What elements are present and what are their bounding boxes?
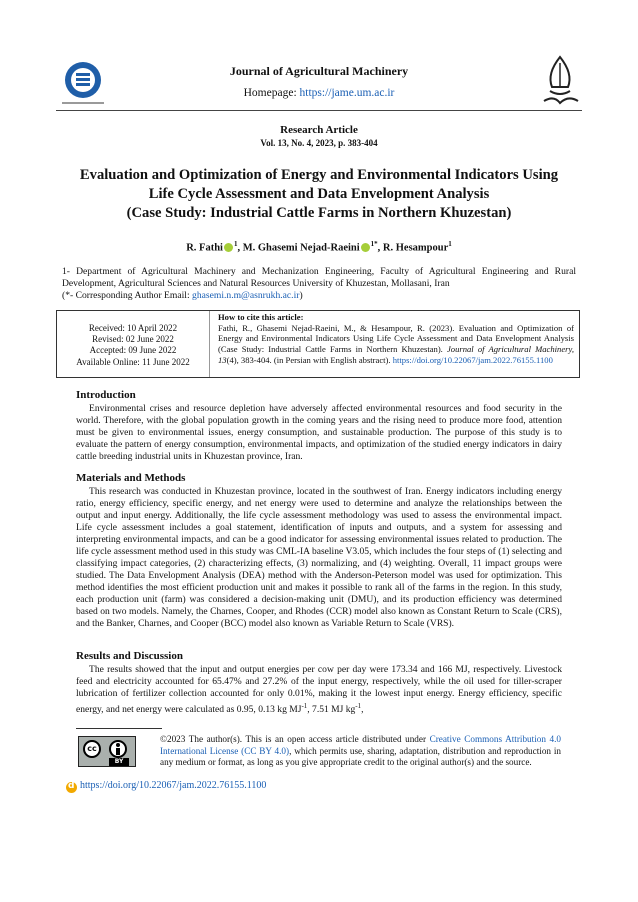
introduction-paragraph: Environmental crises and resource depletion have adversely affected environmental resources and food security in the world. Therefore, with the global population growth in the coming years and the rising need to produce more food, attention must be given to environmental issues, energy consumption, and sustainable production. The purpose of this study is to evaluate the pattern of energy consumption, environmental impacts, and optimization of the studied energy indicators in dairy cattle breeding industrial units in Khuzestan province, Iran. [76,403,562,462]
corresponding-email-link[interactable]: ghasemi.n.m@asnrukh.ac.ir [192,290,300,301]
results-text-3: , [361,704,364,716]
title-line-3: (Case Study: Industrial Cattle Farms in Northern Khuzestan) [126,205,512,221]
footer-doi-link[interactable]: https://doi.org/10.22067/jam.2022.76155.1100 [80,780,267,791]
citation-text: Fathi, R., Ghasemi Nejad-Raeini, M., & Hesampour, R. (2023). Evaluation and Optimization of Energy and Environmental Indicators Using Life Cycle Assessment and Data Envelopment Analysis (Case Study: Industrial Cattle Farms in Northern Khuzestan). [218,322,574,355]
date-received: Received: 10 April 2022 [88,323,178,333]
date-online: Available Online: 11 June 2022 [76,356,190,367]
attribution-icon [109,740,127,758]
corresponding-author [62,290,576,302]
article-type: Research Article [280,124,358,136]
citation-rest: (4), 383-404. (in Persian with English abstract). [226,354,391,365]
citation-doi-link[interactable]: https://doi.org/10.22067/jam.2022.76155.1100 [392,354,553,365]
methods-paragraph: This research was conducted in Khuzestan province, located in the southwest of Iran. Energy indicators including energy ratio, energy efficiency, specific energy, and net energy were used to determine and analyze the relationships between the output and input energy. Additionally, the life cycle assessment methodology was used to assess the environmental impact. Life cycle assessment includes a goal statement, identification of inputs and outputs, and a system for assessing and interpreting environmental impacts, and can be a good indicator for assessing environmental issues related to production. The life cycle assessment method used in this study was CML-IA baseline V3.05, which includes the four steps of (1) selecting and classifying impact categories, (2) characterizing effects, (3) normalizing, and (4) weighting. Overall, 11 impact groups were studied. The Data Envelopment Analysis (DEA) method with the Anderson-Peterson model was used for optimization. This method identifies the most efficient production unit and makes it possible to rank all of the farms in the region. In this study, each production unit (farm) was considered a decision-making unit (DMU), and its production efficiency was determined based on two models. Namely, the Charnes, Cooper, and Rhodes (CCR) model also known as Constant Return to Scale (CRS), and the Banker, Charnes, and Cooper (BCC) model also known as Variable Return to Scale (VRS). [76,486,562,629]
results-text-2: , 7.51 MJ kg [307,704,356,716]
header-divider [56,110,582,111]
article-dates [58,323,208,368]
author-1: R. Fathi [186,242,223,254]
by-label: BY [109,758,129,766]
affiliation-line: 1- Department of Agricultural Machinery and Mechanization Engineering, Faculty of Agricultural Engineering and Rural Development, Agricultural Sciences and Natural Resources University of Khuzestan, Mollasani, Iran [62,266,576,289]
affiliation [62,266,576,302]
volume-info: Vol. 13, No. 4, 2023, p. 383-404 [260,138,378,148]
author-2-affil: 1* [370,240,378,248]
homepage-line [0,87,638,99]
info-box-divider [209,311,210,377]
methods-heading: Materials and Methods [76,472,186,484]
title-line-2: Life Cycle Assessment and Data Envelopment Analysis [148,186,490,202]
author-3: , R. Hesampour [377,242,449,254]
journal-name: Journal of Agricultural Machinery [229,64,409,78]
author-list [0,240,638,254]
orcid-icon[interactable] [224,243,233,252]
results-sup-1: -1 [301,702,308,710]
article-title [60,166,578,223]
citation-block [218,312,574,366]
results-heading: Results and Discussion [76,650,183,662]
results-sup-2: -1 [355,702,362,710]
citation-heading: How to cite this article: [218,312,304,322]
citation-journal: Journal of Agricultural Machinery, 13 [218,344,574,365]
author-1-affil: 1 [233,240,238,248]
date-revised: Revised: 02 June 2022 [92,334,174,345]
corresponding-close: ) [299,290,303,301]
title-line-1: Evaluation and Optimization of Energy and Environmental Indicators Using [79,167,559,183]
results-paragraph [76,664,562,716]
date-accepted: Accepted: 09 June 2022 [89,345,177,356]
orcid-icon[interactable] [361,243,370,252]
license-post: , which permits use, sharing, adaptation, distribution and reproduction in any medium or format, as long as you give appropriate credit to the original author(s) and the source. [160,745,561,767]
license-text [160,734,561,769]
homepage-link[interactable]: https://jame.um.ac.ir [299,87,395,99]
author-3-affil: 1 [448,240,452,248]
cc-by-license-badge[interactable] [78,736,136,767]
cc-icon: cc [83,740,101,758]
author-2: , M. Ghasemi Nejad-Raeini [237,242,360,254]
license-link[interactable]: Creative Commons Attribution 4.0 International License (CC BY 4.0) [160,734,561,756]
doi-icon [66,782,77,793]
footnote-divider [76,728,162,729]
results-text-1: The results showed that the input and output energies per cow per day were 173.34 and 166 MJ, respectively. Livestock feed and electricity accounted for 65.47% and 27.2% of the input energy, respectively, while the oil used for tiller-scraper lubrication of fertilizer collection accounted for only 0.01%, making it the lowest input energy. Energy efficiency, specific energy, and net energy were calculated as 0.95, 0.13 kg MJ [76,664,562,716]
corresponding-label: (*- Corresponding Author Email: [62,290,193,301]
introduction-heading: Introduction [76,389,136,401]
homepage-label: Homepage: [243,87,300,99]
license-pre: ©2023 The author(s). This is an open access article distributed under [160,734,430,744]
